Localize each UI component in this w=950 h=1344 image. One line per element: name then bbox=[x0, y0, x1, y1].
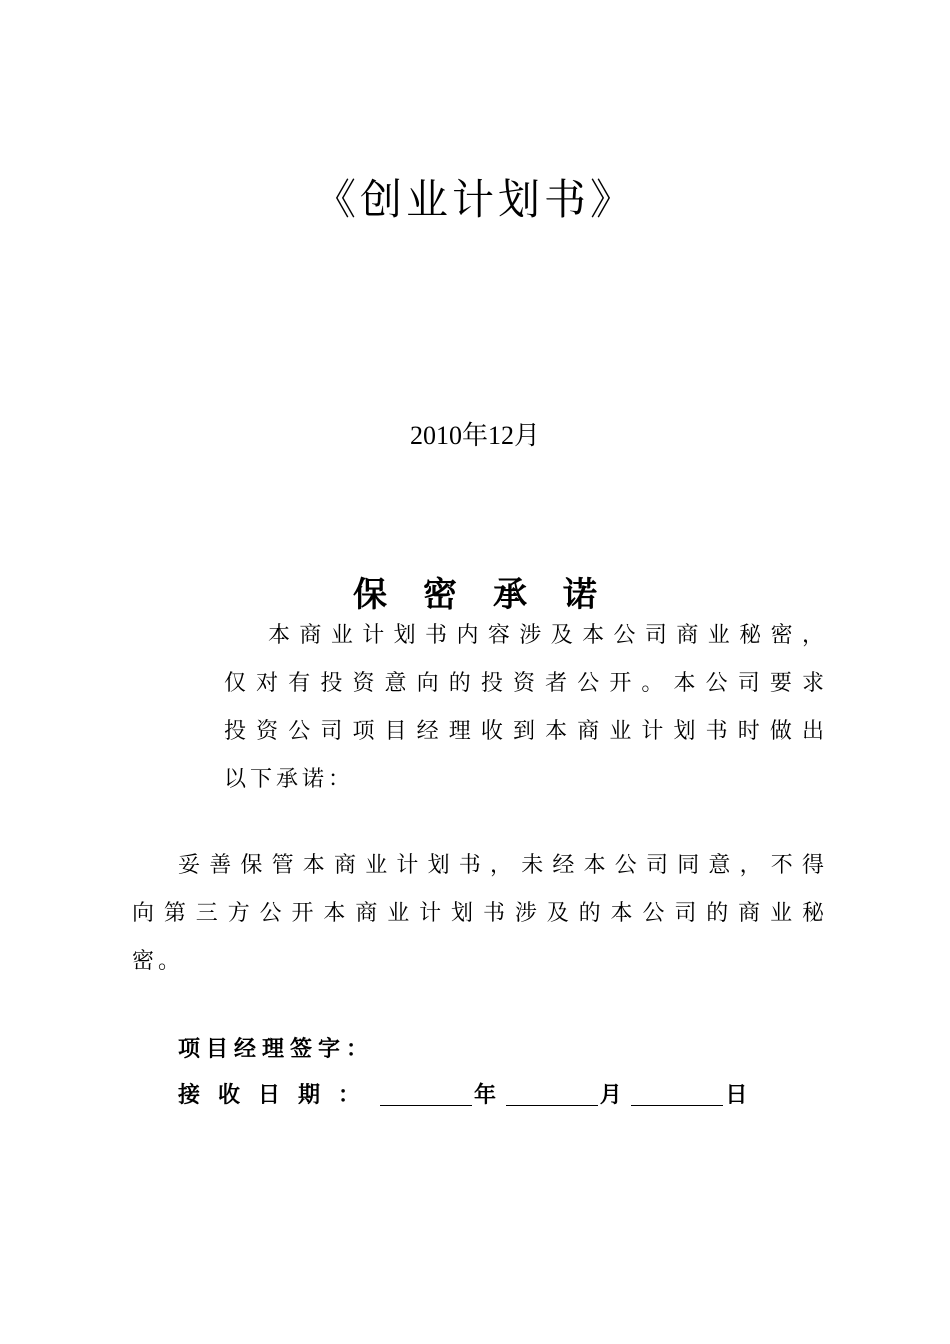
paragraph-line: 投资公司项目经理收到本商业计划书时做出 bbox=[224, 719, 828, 744]
month-blank[interactable] bbox=[506, 1077, 598, 1106]
document-title: 《创业计划书》 bbox=[313, 175, 636, 224]
confidentiality-paragraph-2 bbox=[132, 842, 828, 986]
paragraph-line: 以下承诺： bbox=[224, 767, 355, 792]
received-date-row bbox=[178, 1076, 747, 1116]
confidentiality-paragraph-1 bbox=[224, 612, 828, 804]
manager-signature-label: 项目经理签字： bbox=[178, 1037, 375, 1062]
document-date: 2010年12月 bbox=[409, 421, 540, 450]
received-date-label: 接收日期： bbox=[178, 1083, 379, 1108]
year-blank[interactable] bbox=[380, 1077, 472, 1106]
year-unit: 年 bbox=[474, 1083, 497, 1108]
confidentiality-heading: 保密承诺 bbox=[353, 575, 633, 615]
paragraph-line: 密。 bbox=[132, 949, 185, 974]
paragraph-line: 本商业计划书内容涉及本公司商业秘密， bbox=[268, 623, 828, 648]
paragraph-line: 仅对有投资意向的投资者公开。本公司要求 bbox=[224, 671, 828, 696]
month-unit: 月 bbox=[599, 1083, 622, 1108]
paragraph-line: 妥善保管本商业计划书，未经本公司同意，不得 bbox=[178, 853, 828, 878]
day-blank[interactable] bbox=[631, 1077, 723, 1106]
paragraph-line: 向第三方公开本商业计划书涉及的本公司的商业秘 bbox=[132, 901, 828, 926]
day-unit: 日 bbox=[725, 1083, 748, 1108]
